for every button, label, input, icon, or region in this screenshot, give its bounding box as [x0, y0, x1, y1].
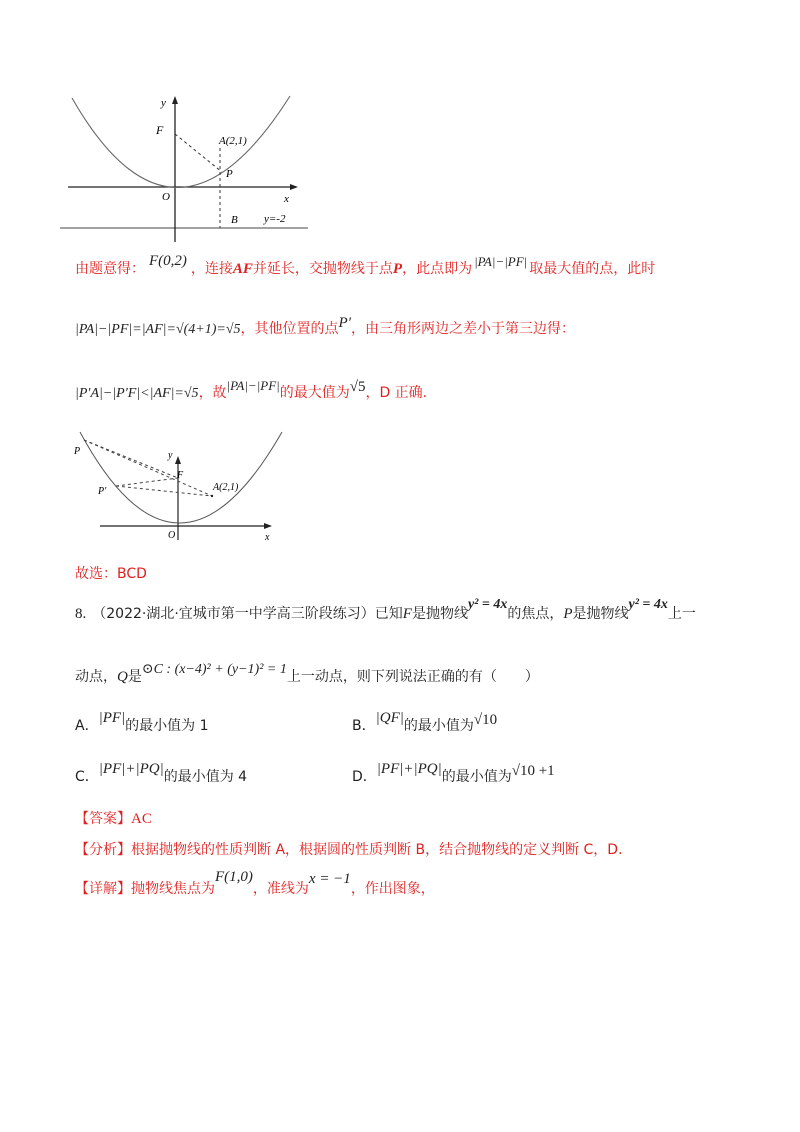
fig2-a-label: A(2,1)	[213, 482, 239, 493]
y-axis-arrow	[172, 96, 178, 104]
af-dashed-line	[175, 134, 222, 172]
fig2-f-label: F	[177, 470, 184, 481]
fig2-y-label: y	[168, 450, 173, 461]
parabola-curve	[72, 96, 290, 188]
solution-para-3: |P′A|−|P′F|<|AF|=√5，故$^{|PA|-|PF|}$的最大值为√5，D 正确.	[75, 378, 428, 401]
analysis-line: 【分析】根据抛物线的性质判断 A，根据圆的性质判断 B，结合抛物线的定义判断 C，D.	[75, 842, 623, 858]
fig2-x-label: x	[265, 532, 270, 543]
x-axis-arrow	[290, 184, 298, 190]
question-8-line-2: 动点，Q是⊙C : (x−4)² + (y−1)² = 1上一动点，则下列说法正确的有（ ）	[75, 662, 539, 685]
option-c: C．|PF|+|PQ|的最小值为 4	[75, 761, 248, 785]
fig1-o-label: O	[162, 191, 170, 203]
solution-para-2: |PA|−|PF|=|AF|=√(4+1)=√5，其他位置的点P′，由三角形两边之差小于第三边得：	[75, 315, 575, 337]
detail-focus: F(1,0)	[215, 869, 253, 885]
fig2-ppa-dashed	[116, 486, 212, 496]
fig2-x-axis-arrow	[264, 523, 272, 529]
parabola-equation: y² = 4x	[467, 597, 508, 612]
fig2-p-label: P	[74, 446, 81, 457]
abs-diff-expression: |PA|−|PF|	[474, 254, 528, 269]
answer-line: 【答案】AC	[75, 811, 152, 827]
circle-equation: ⊙C : (x−4)² + (y−1)² = 1	[141, 662, 287, 677]
fig1-x-label: x	[284, 193, 289, 205]
triangle-inequality-expression: |P′A|−|P′F|<|AF|=√5	[75, 386, 199, 401]
fig1-f-label: F	[156, 123, 164, 137]
figure-2-parabola	[70, 428, 290, 546]
fig2-o-label: O	[168, 530, 176, 541]
question-8-line-1: 8. （2022·湖北·宜城市第一中学高三阶段练习）已知F是抛物线y² = 4x的焦点，P是抛物线y² = 4x上一	[75, 597, 696, 622]
af-length-expression: |PA|−|PF|=|AF|=√(4+1)=√5	[75, 322, 241, 337]
option-a: A．|PF|的最小值为 1	[75, 710, 209, 734]
fig2-y-axis-arrow	[175, 456, 181, 464]
fig1-p-label: P	[226, 168, 233, 180]
fig1-b-label: B	[231, 214, 238, 226]
fig2-point-a	[211, 495, 213, 497]
detail-directrix: x = −1	[308, 871, 351, 887]
focus-coordinate: F(0,2)	[149, 253, 187, 269]
option-b: B．|QF|的最小值为√10	[352, 710, 498, 734]
fig2-ppf-dashed	[116, 478, 178, 486]
solution-para-1: 由题意得： F(0,2) ，连接AF并延长，交抛物线于点P，此点即为 $^{|PA|-|PF|}$ 取最大值的点，此时	[75, 253, 656, 277]
fig1-directrix-label: y=-2	[264, 213, 286, 225]
fig2-pp-label: P′	[98, 486, 107, 497]
detail-line: 【详解】抛物线焦点为F(1,0)，准线为x = −1，作出图象，	[75, 869, 435, 897]
figure-1-parabola	[60, 90, 320, 250]
fig1-y-label: y	[161, 97, 166, 109]
fig1-a-label: A(2,1)	[219, 135, 247, 147]
option-d: D．|PF|+|PQ|的最小值为√10 +1	[352, 761, 555, 785]
choice-line: 故选：BCD	[75, 566, 147, 582]
fig2-pf-dashed	[84, 440, 178, 478]
